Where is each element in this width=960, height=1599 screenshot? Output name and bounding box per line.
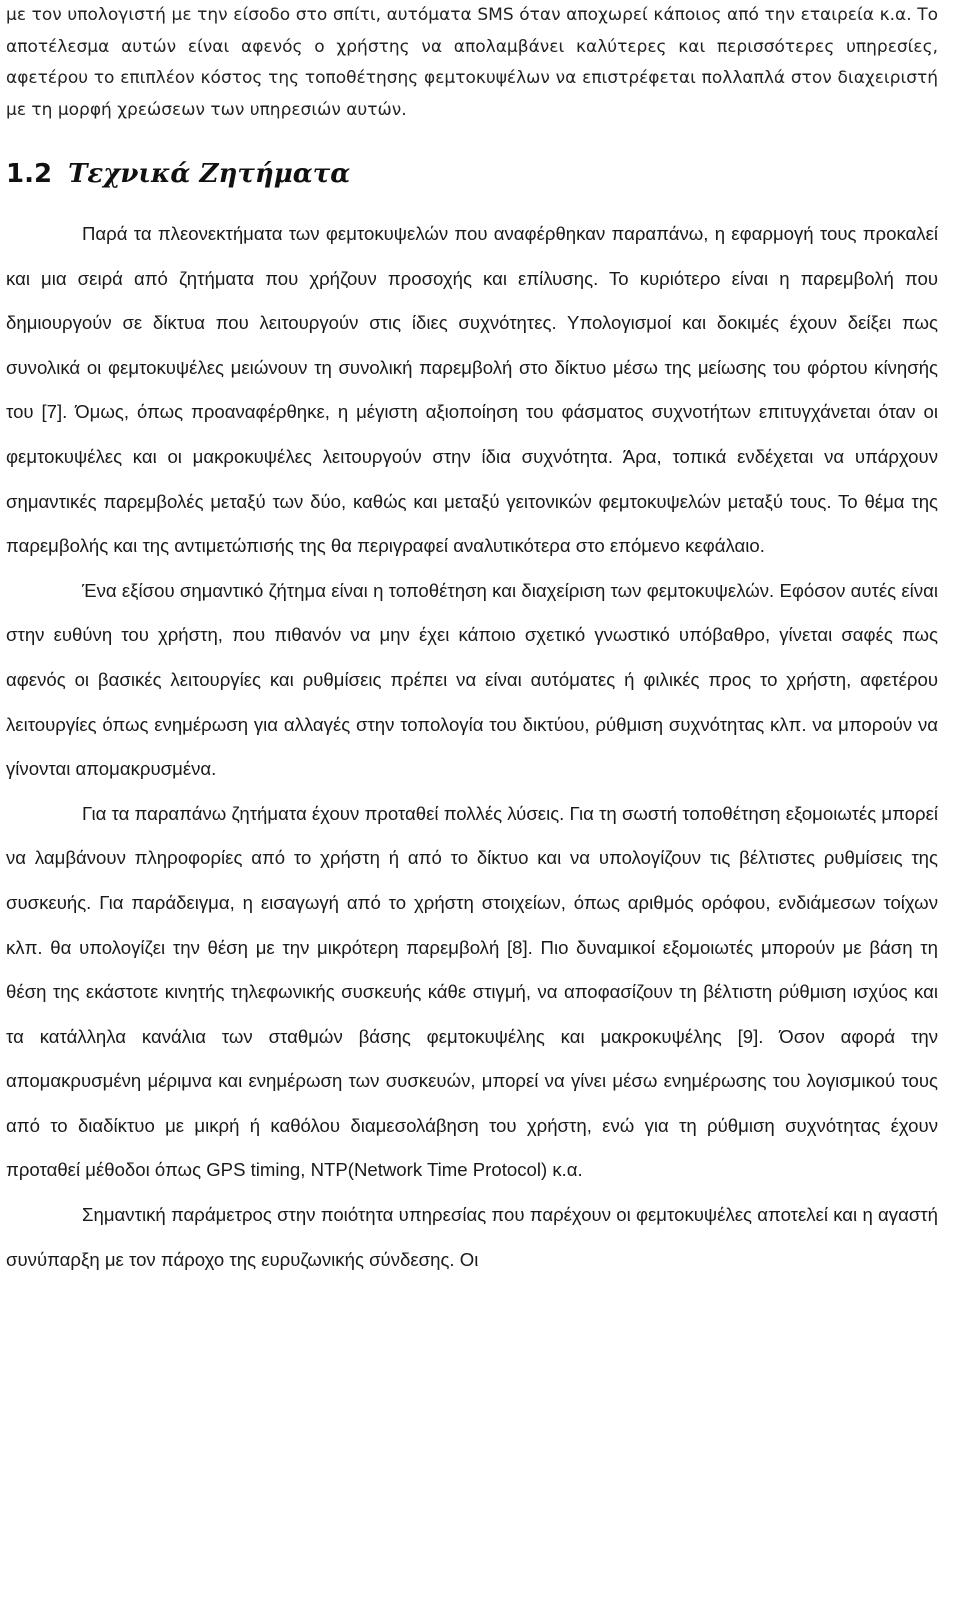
section-heading: [6, 154, 938, 194]
body-paragraph-interference: Παρά τα πλεονεκτήματα των φεμτοκυψελών που αναφέρθηκαν παραπάνω, η εφαρμογή τους προκαλεί και μια σειρά από ζητήματα που χρήζουν προσοχής και επίλυσης. Το κυριότερο είναι η παρεμβολή που δημιουργούν σε δίκτυα που λειτουργούν στις ίδιες συχνότητες. Υπολογισμοί και δοκιμές έχουν δείξει πως συνολικά οι φεμτοκυψέλες μειώνουν τη συνολική παρεμβολή στο δίκτυο μέσω της μείωσης του φόρτου κίνησής του [7]. Όμως, όπως προαναφέρθηκε, η μέγιστη αξιοποίηση του φάσματος συχνοτήτων επιτυγχάνεται όταν οι φεμτοκυψέλες και οι μακροκυψέλες λειτουργούν στην ίδια συχνότητα. Άρα, τοπικά ενδέχεται να υπάρχουν σημαντικές παρεμβολές μεταξύ των δύο, καθώς και μεταξύ γειτονικών φεμτοκυψελών μεταξύ τους. Το θέμα της παρεμβολής και της αντιμετώπισής της θα περιγραφεί αναλυτικότερα στο επόμενο κεφάλαιο.: [6, 223, 938, 557]
section-title: Τεχνικά Ζητήματα: [68, 159, 351, 189]
intro-paragraph: με τον υπολογιστή με την είσοδο στο σπίτι, αυτόματα SMS όταν αποχωρεί κάποιος από την εταιρεία κ.α. Το αποτέλεσμα αυτών είναι αφενός ο χρήστης να απολαμβάνει καλύτερες και περισσότερες υπηρεσίες, αφετέρου το επιπλέον κόστος της τοποθέτησης φεμτοκυψέλων να επιστρέφεται πολλαπλά στον διαχειριστή με τη μορφή χρεώσεων των υπηρεσιών αυτών.: [6, 5, 938, 120]
body-paragraph-management: Ένα εξίσου σημαντικό ζήτημα είναι η τοποθέτηση και διαχείριση των φεμτοκυψελών. Εφόσον αυτές είναι στην ευθύνη του χρήστη, που πιθανόν να μην έχει κάποιο σχετικό γνωστικό υπόβαθρο, γίνεται σαφές πως αφενός οι βασικές λειτουργίες και ρυθμίσεις πρέπει να είναι αυτόματες ή φιλικές προς το χρήστη, αφετέρου λειτουργίες όπως ενημέρωση για αλλαγές στην τοπολογία του δικτύου, ρύθμιση συχνότητας κλπ. να μπορούν να γίνονται απομακρυσμένα.: [6, 579, 938, 780]
document-page: [6, 0, 938, 1282]
body-paragraph-provider: Σημαντική παράμετρος στην ποιότητα υπηρεσίας που παρέχουν οι φεμτοκυψέλες αποτελεί και η αγαστή συνύπαρξη με τον πάροχο της ευρυζωνικής σύνδεσης. Οι: [6, 1204, 938, 1270]
section-number: 1.2: [6, 159, 53, 189]
body-paragraph-solutions: Για τα παραπάνω ζητήματα έχουν προταθεί πολλές λύσεις. Για τη σωστή τοποθέτηση εξομοιωτές μπορεί να λαμβάνουν πληροφορίες από το χρήστη ή από το δίκτυο και να υπολογίζουν τις βέλτιστες ρυθμίσεις της συσκευής. Για παράδειγμα, η εισαγωγή από το χρήστη στοιχείων, όπως αριθμός ορόφου, ενδιάμεσων τοίχων κλπ. θα υπολογίζει την θέση με την μικρότερη παρεμβολή [8]. Πιο δυναμικοί εξομοιωτές μπορούν με βάση τη θέση της εκάστοτε κινητής τηλεφωνικής συσκευής κάθε στιγμή, να αποφασίζουν τη βέλτιστη ρύθμιση ισχύος και τα κατάλληλα κανάλια των σταθμών βάσης φεμτοκυψέλης και μακροκυψέλης [9]. Όσον αφορά την απομακρυσμένη μέριμνα και ενημέρωση των συσκευών, μπορεί να γίνει μέσω ενημέρωσης του λογισμικού τους από το διαδίκτυο με μικρή ή καθόλου διαμεσολάβηση του χρήστη, ενώ για τη ρύθμιση συχνότητας έχουν προταθεί μέθοδοι όπως GPS timing, NTP(Network Time Protocol) κ.α.: [6, 802, 938, 1181]
